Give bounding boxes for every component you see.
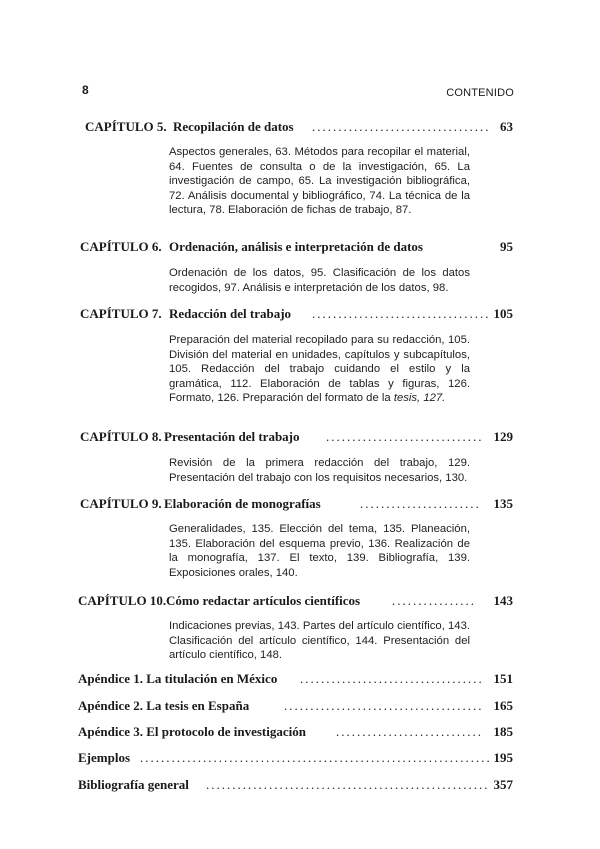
dot-leader: ............................ (336, 724, 483, 739)
appendix-page: 165 (493, 698, 513, 713)
summary-italic-text: tesis, 127. (393, 392, 446, 405)
toc-entry-chapter-7 (0, 305, 600, 323)
chapter-summary: Ordenación de los datos, 95. Clasificación de los datos recogidos, 97. Análisis e interpretación de los datos, 98. (169, 267, 470, 294)
dot-leader: ....................... (360, 496, 481, 511)
appendix-page: 151 (493, 671, 513, 686)
chapter-summary (169, 333, 470, 406)
dot-leader: ...................................... (284, 698, 484, 713)
bibliography-label: Bibliografía general (78, 777, 189, 792)
page-number: 8 (82, 83, 89, 97)
toc-entry-appendix-2 (0, 697, 600, 715)
toc-entry-chapter-10 (0, 592, 600, 610)
dot-leader: .............................. (326, 429, 484, 444)
chapter-title: Redacción del trabajo (169, 306, 292, 321)
examples-label: Ejemplos (78, 750, 130, 765)
dot-leader: ................................... (300, 671, 484, 686)
chapter-summary: Generalidades, 135. Elección del tema, 135. Planeación, 135. Elaboración del esquema previo, 136. Realización de la monografía, 137. El texto, 139. Bibliografía, 139. Exposiciones orales, 140. (169, 523, 470, 579)
dot-leader: .................................. (312, 306, 491, 321)
toc-entry-chapter-9 (0, 495, 600, 513)
chapter-page: 129 (493, 429, 513, 444)
chapter-label: CAPÍTULO 8. (80, 429, 162, 444)
chapter-title: Cómo redactar artículos científicos (166, 593, 361, 608)
toc-entry-chapter-8 (0, 428, 600, 446)
toc-entry-examples (0, 749, 600, 767)
chapter-page: 143 (493, 593, 513, 608)
toc-entry-bibliography (0, 776, 600, 794)
chapter-summary: Aspectos generales, 63. Métodos para recopilar el material, 64. Fuentes de consulta o de la investigación, 65. La investigación de campo, 65. La investigación bibliográfica, 72. Análisis documental y bibliográfico, 74. La técnica de la lectura, 78. Elaboración de fichas de trabajo, 87. (169, 146, 470, 217)
chapter-page: 105 (493, 306, 513, 321)
chapter-title: Ordenación, análisis e interpretación de datos (169, 239, 423, 254)
examples-page: 195 (493, 750, 513, 765)
chapter-page: 95 (500, 239, 513, 254)
toc-entry-appendix-1 (0, 670, 600, 688)
appendix-page: 185 (493, 724, 513, 739)
chapter-title: Recopilación de datos (173, 119, 294, 134)
chapter-summary: Indicaciones previas, 143. Partes del artículo científico, 143. Clasificación del artículo científico, 144. Presentación del artículo científico, 148. (169, 620, 470, 662)
chapter-summary: Revisión de la primera redacción del trabajo, 129. Presentación del trabajo con los requisitos necesarios, 130. (169, 457, 470, 484)
toc-entry-chapter-6 (0, 238, 600, 256)
running-head: CONTENIDO (446, 87, 514, 99)
appendix-label: Apéndice 3. El protocolo de investigación (78, 724, 306, 739)
chapter-page: 63 (500, 119, 513, 134)
chapter-title: Presentación del trabajo (164, 429, 300, 444)
dot-leader: ...................................................... (206, 777, 490, 792)
chapter-label: CAPÍTULO 10. (78, 593, 167, 608)
chapter-label: CAPÍTULO 6. (80, 239, 162, 254)
dot-leader: ................................................................... (140, 750, 492, 765)
chapter-page: 135 (493, 496, 513, 511)
toc-entry-appendix-3 (0, 723, 600, 741)
summary-text: Preparación del material recopilado para su redacción, 105. División del material en unidades, capítulos y subcapítulos, 105. Redacción del trabajo cuidando el estilo y la gramática, 112. Elaboración de tablas y figuras, 126. Formato, 126. Preparación del formato de la (169, 334, 470, 405)
chapter-title: Elaboración de monografías (164, 496, 321, 511)
appendix-label: Apéndice 1. La titulación en México (78, 671, 278, 686)
dot-leader: ................ (392, 593, 476, 608)
appendix-label: Apéndice 2. La tesis en España (78, 698, 250, 713)
chapter-label: CAPÍTULO 9. (80, 496, 162, 511)
chapter-label: CAPÍTULO 7. (80, 306, 162, 321)
toc-entry-chapter-5 (0, 118, 600, 136)
chapter-label: CAPÍTULO 5. (85, 119, 167, 134)
bibliography-page: 357 (493, 777, 513, 792)
dot-leader: .................................. (312, 119, 491, 134)
